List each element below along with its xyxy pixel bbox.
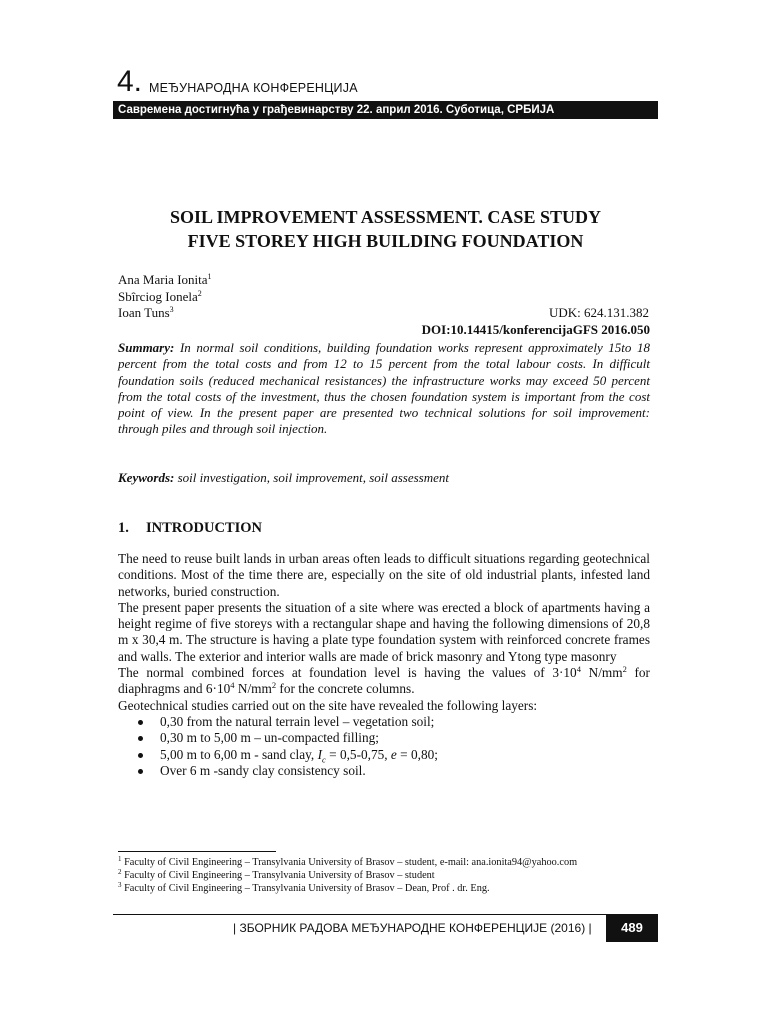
author-footnote-mark: 1 [207, 272, 212, 281]
footnote-divider [118, 851, 276, 852]
list-item: 0,30 m to 5,00 m – un-compacted filling; [118, 730, 650, 746]
keywords-text: soil investigation, soil improvement, soil assessment [177, 470, 450, 485]
list-item: Over 6 m -sandy clay consistency soil. [118, 763, 650, 779]
section-title: INTRODUCTION [146, 520, 263, 536]
footnote-2 [118, 869, 435, 882]
author-3 [118, 305, 174, 321]
footnote-text: Faculty of Civil Engineering – Transylvania University of Brasov – student [124, 870, 435, 881]
footnote-1 [118, 856, 577, 869]
keywords-label: Keywords: [118, 470, 175, 485]
exponent: 4 [230, 680, 235, 691]
paper-title-line-2: FIVE STOREY HIGH BUILDING FOUNDATION [187, 231, 584, 251]
footnote-text: Faculty of Civil Engineering – Transylvania University of Brasov – Dean, Prof . dr. Eng. [124, 883, 490, 894]
footnote-mark: 3 [118, 881, 122, 889]
subscript: c [322, 754, 326, 765]
unit: N/mm [580, 665, 623, 681]
page-number: 489 [606, 914, 658, 942]
list-item [118, 747, 650, 763]
symbol: e [390, 746, 397, 762]
author-footnote-mark: 3 [169, 305, 174, 314]
symbol: I [317, 746, 323, 762]
conference-subtitle-bar: Савремена достигнућа у грађевинарству 22. април 2016. Суботица, СРБИЈА [113, 101, 658, 119]
summary [118, 340, 650, 438]
footnote-text: Faculty of Civil Engineering – Transylvania University of Brasov – student, e-mail: ana.ionita94@yahoo.com [124, 857, 578, 868]
footnote-mark: 2 [118, 868, 122, 876]
list-item: 0,30 from the natural terrain level – vegetation soil; [118, 714, 650, 730]
author-name: Ana Maria Ionita [118, 272, 208, 287]
author-name: Ioan Tuns [118, 305, 170, 320]
paragraph-1: The need to reuse built lands in urban areas often leads to difficult situations regarding geotechnical conditions. Most of the time there are, especially on the site of old industrial plants, infested land networks, buried construction. [118, 551, 650, 599]
summary-label: Summary: [118, 340, 175, 355]
section-number: 1. [118, 520, 129, 536]
conference-title: МЕЂУНАРОДНА КОНФЕРЕНЦИЈА [149, 81, 358, 95]
author-name: Sbîrciog Ionela [118, 289, 198, 304]
section-heading [118, 519, 262, 537]
author-footnote-mark: 2 [197, 289, 202, 298]
forces-text: The normal combined forces at foundation level is having the values of 3·10 [118, 665, 577, 681]
footer-proceedings-title: | ЗБОРНИК РАДОВА МЕЂУНАРОДНЕ КОНФЕРЕНЦИЈЕ (2016) | [233, 921, 592, 935]
summary-text: In normal soil conditions, building foundation works represent approximately 15to 18 percent from the total costs and from 12 to 15 percent from the total labour costs. In difficult foundation soils (reduced mechanical resistances) the infrastructure works may exceed 50 percent from the total costs of the investment, thus the chosen foundation system is important from the cost point of view. In the present paper are presented two technical solutions for soil improvement: through piles and through soil injection. [118, 340, 651, 437]
footnote-3 [118, 882, 490, 895]
keywords [118, 470, 650, 486]
paragraph-forces [118, 665, 650, 698]
forces-text: for diaphragms and 6·10 [118, 665, 650, 697]
soil-layers-list [118, 714, 650, 779]
unit: N/mm [234, 681, 272, 697]
doi-reference: DOI:10.14415/konferencijaGFS 2016.050 [421, 322, 650, 337]
exponent: 4 [576, 664, 581, 675]
footer-divider [113, 914, 608, 915]
author-1 [118, 272, 212, 288]
conference-number: 4. [117, 65, 143, 98]
section-body [118, 551, 650, 779]
author-2 [118, 289, 202, 305]
exponent: 2 [622, 664, 627, 675]
paragraph-2: The present paper presents the situation of a site where was erected a block of apartments having a height regime of five storeys with a rectangular shape and having the following dimensions of 20,8 m x 30,4 m. The structure is having a plate type foundation system with reinforced concrete frames and walls. The exterior and interior walls are made of brick masonry and Ytong type masonry [118, 599, 650, 664]
paper-title-line-1: SOIL IMPROVEMENT ASSESSMENT. CASE STUDY [170, 207, 601, 227]
layer-text: = 0,5-0,75, [325, 746, 391, 762]
exponent: 2 [271, 680, 277, 691]
layers-intro: Geotechnical studies carried out on the site have revealed the following layers: [118, 697, 538, 713]
layer-text: 5,00 m to 6,00 m - sand clay, [160, 746, 318, 762]
forces-text: for the concrete columns. [276, 681, 415, 697]
layer-text: = 0,80; [396, 746, 438, 762]
footnote-mark: 1 [118, 855, 122, 863]
udk-code: UDK: 624.131.382 [548, 305, 649, 320]
